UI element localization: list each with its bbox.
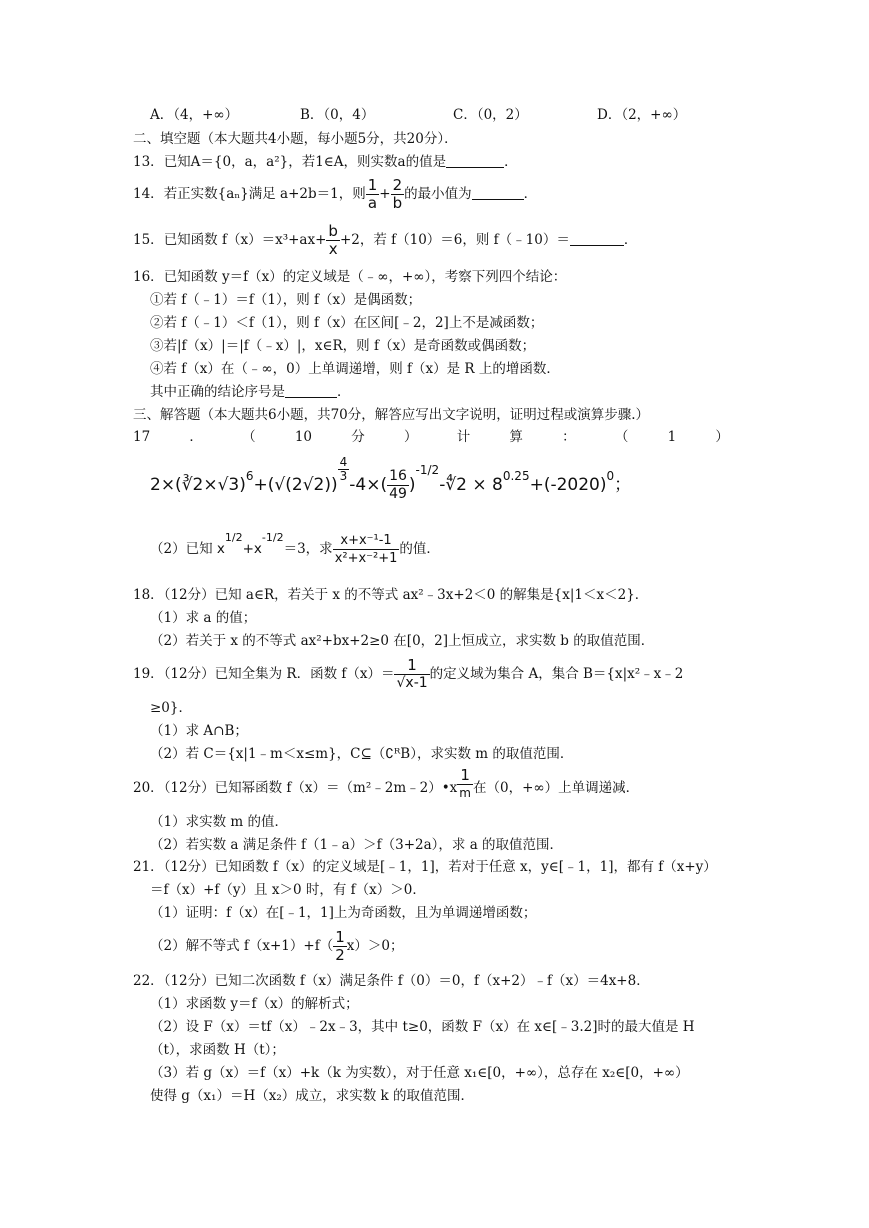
q15-answer-blank <box>570 245 624 246</box>
q19-fraction <box>394 657 429 692</box>
q18-text: （12分）已知 a∈R，若关于 x 的不等式 ax²﹣3x+2＜0 的解集是{x|1＜x＜2}． <box>163 587 649 603</box>
q20-post: 在（0，+∞）上单调递减． <box>473 780 640 796</box>
q17-e-a: 2×( <box>150 475 182 495</box>
q14-answer-blank <box>472 199 524 200</box>
q22-part-3b: 使得 g（x₁）＝H（x₂）成立，求实数 k 的取值范围． <box>150 1088 475 1104</box>
q14-post: 的最小值为 <box>404 186 472 202</box>
q16-answer-blank <box>285 397 337 398</box>
q16-item-2: ②若 f（﹣1）＜f（1），则 f（x）在区间[﹣2，2]上不是减函数； <box>150 315 544 331</box>
q17-e-h: +(-2020) <box>529 475 607 495</box>
q17-points: 10 <box>294 429 313 445</box>
q14-plus: + <box>379 186 391 202</box>
q17-fen: 分 <box>351 429 365 445</box>
q17-ji: 计 <box>456 429 471 445</box>
q13-text: 已知A＝{0，a，a²}，若1∈A，则实数a的值是 <box>163 154 447 170</box>
q17-p2-f-num: x+x⁻¹-1 <box>333 532 400 550</box>
q13-answer-blank <box>446 167 504 168</box>
q16-item-4: ④若 f（x）在（﹣∞，0）上单调递增，则 f（x）是 R 上的增函数． <box>150 361 560 377</box>
option-a: A．（4，+∞） <box>150 107 239 123</box>
q16-intro-text: 已知函数 y＝f（x）的定义域是（﹣∞，+∞），考察下列四个结论： <box>163 269 567 285</box>
q17-part-1: 1 <box>667 429 677 445</box>
q17-e-d: +(√(2√2)) <box>253 475 338 495</box>
q21-part-1: （1）证明：f（x）在[﹣1，1]上为奇函数，且为单调递增函数； <box>150 905 537 921</box>
q15: 15．已知函数 f（x）＝x³+ax+ $\frac{b}{x}$ +2，若 f（10）＝6，则 f（﹣10）＝ ． <box>133 222 638 258</box>
q14: 14．若正实数{aₙ}满足 a+2b＝1，则 $\frac{1}{a}$ + $\frac{2}{b}$ 的最小值为 ． <box>133 176 538 212</box>
q20-f-num: 1 <box>457 767 473 785</box>
q18-part-2: （2）若关于 x 的不等式 ax²+bx+2≥0 在[0，2]上恒成立，求实数 b 的取值范围． <box>150 633 655 649</box>
q17-exp43-num: 4 <box>339 454 348 469</box>
q16-number: 16． <box>133 269 164 285</box>
section-fill-in-heading: 二、填空题（本大题共4小题，每小题5分，共20分）． <box>133 131 458 147</box>
q19-part-1: （1）求 A∩B； <box>150 723 248 739</box>
q17-paren-open: （ <box>242 429 256 445</box>
q17-p2-exp-half: 1/2 <box>224 531 243 544</box>
q17-part-close: ） <box>715 429 729 445</box>
q19-number: 19． <box>133 666 164 682</box>
q21 <box>133 858 717 876</box>
q17-paren-close: ） <box>403 429 418 445</box>
q17-p2-x: x <box>216 541 225 557</box>
q17-exp43-den: 3 <box>339 468 348 483</box>
q17-e-i: ； <box>614 475 632 495</box>
q17-e-f: ) <box>408 475 416 495</box>
q17-colon: ： <box>562 429 576 445</box>
q17-exp-6: 6 <box>245 469 254 483</box>
q21-p2-f-num: 1 <box>335 928 345 946</box>
q21-line-1: （12分）已知函数 f（x）的定义域是[﹣1，1]，若对于任意 x，y∈[﹣1，1]，都有 f（x+y） <box>163 859 717 875</box>
q17-p2-plus-x: +x <box>242 541 262 557</box>
q17-exp-0: 0 <box>606 469 615 483</box>
q22-text: （12分）已知二次函数 f（x）满足条件 f（0）＝0，f（x+2）﹣f（x）＝4x+8． <box>163 973 650 989</box>
q19-f-den: √x-1 <box>396 675 428 691</box>
q19-post: 的定义域为集合 A，集合 B＝{x|x²﹣x﹣2 <box>429 666 684 682</box>
q22-number: 22． <box>133 973 164 989</box>
q17-e-g: -∜2 × 8 <box>439 475 503 495</box>
q14-fraction-1 <box>366 177 380 212</box>
q21-number: 21． <box>133 859 164 875</box>
q17-expression-1 <box>150 455 631 516</box>
q17-exp-m12: -1/2 <box>415 463 440 477</box>
q20-pre: （12分）已知幂函数 f（x）＝（m²﹣2m﹣2）•x <box>163 780 458 796</box>
q20-part-2: （2）若实数 a 满足条件 f（1﹣a）＞f（3+2a），求 a 的取值范围． <box>150 837 564 853</box>
q17-f-num: 16 <box>389 467 407 484</box>
q16-item-1: ①若 f（﹣1）＝f（1），则 f（x）是偶函数； <box>150 292 422 308</box>
q13: 13．已知A＝{0，a，a²}，若1∈A，则实数a的值是 ． <box>133 154 518 170</box>
q18-part-1: （1）求 a 的值； <box>150 610 257 626</box>
q16-intro <box>133 268 566 286</box>
q15-fraction <box>326 223 340 258</box>
q14-f2-num: 2 <box>392 176 403 194</box>
q17-header <box>133 428 729 446</box>
q15-f-den: x <box>328 240 338 258</box>
q20-number: 20． <box>133 780 164 796</box>
q15-number: 15． <box>133 232 164 248</box>
q16-item-3: ③若|f（x）|＝|f（﹣x）|，x∈R，则 f（x）是奇函数或偶函数； <box>150 338 536 354</box>
q19-part-2: （2）若 C＝{x|1﹣m＜x≤m}，C⊆（∁ᴿB），求实数 m 的取值范围． <box>150 746 574 762</box>
q18-number: 18． <box>133 587 164 603</box>
q18 <box>133 586 648 604</box>
q19-f-num: 1 <box>394 657 429 675</box>
q17-suan: 算 <box>509 429 523 445</box>
q17-part-open: （ <box>614 429 629 445</box>
q14-f1-den: a <box>367 194 378 212</box>
q22-part-2b: （t），求函数 H（t）； <box>150 1042 285 1058</box>
q22-part-3a: （3）若 g（x）＝f（x）+k（k 为实数），对于任意 x₁∈[0，+∞），总存在 x₂∈[0，+∞） <box>150 1065 689 1081</box>
q21-part-2 <box>150 928 403 964</box>
q17-part-2 <box>150 528 440 571</box>
q22-part-1: （1）求函数 y＝f（x）的解析式； <box>150 996 359 1012</box>
q17-e-c: ×√3) <box>203 475 246 495</box>
q21-p2-pre: （2）解不等式 f（x+1）+f（ <box>150 938 334 954</box>
q21-line-2: ＝f（x）+f（y）且 x＞0 时，有 f（x）＞0． <box>150 882 426 898</box>
q19-cont: ≥0}． <box>150 700 192 716</box>
q16-ask: 其中正确的结论序号是 ． <box>150 384 351 400</box>
q17-exp-025: 0.25 <box>502 469 530 483</box>
q19-pre: （12分）已知全集为 R．函数 f（x）＝ <box>163 666 395 682</box>
option-c: C．（0，2） <box>453 107 528 123</box>
q20-f-den: m <box>459 786 471 800</box>
q17-p2-post: 的值． <box>399 541 440 557</box>
q22 <box>133 972 650 990</box>
q21-p2-post: x）＞0； <box>346 938 404 954</box>
section-solve-heading: 三、解答题（本大题共6小题，共70分，解答应写出文字说明，证明过程或演算步骤.） <box>133 407 650 423</box>
q17-p2-fraction <box>333 532 400 567</box>
q17-frac-16-49 <box>387 468 409 503</box>
q20-exp-fraction <box>457 767 473 802</box>
option-d: D．（2，+∞） <box>597 107 687 123</box>
q17-f-den: 49 <box>389 485 407 502</box>
q17-p2-eq: ＝3，求 <box>283 541 333 557</box>
q14-number: 14． <box>133 186 164 202</box>
q17-exp-4-3 <box>338 456 350 483</box>
q13-number: 13． <box>133 154 164 170</box>
q17-dot: ． <box>189 429 203 445</box>
q14-f1-num: 1 <box>367 176 378 194</box>
q21-p2-fraction <box>333 929 347 964</box>
q21-p2-f-den: 2 <box>335 946 345 964</box>
q17-p2-exp-mhalf: -1/2 <box>261 531 284 544</box>
q17-e-b: ∛2 <box>181 475 204 495</box>
q15-f-num: b <box>328 222 338 240</box>
option-b: B．（0，4） <box>300 107 375 123</box>
q17-p2-f-den: x²+x⁻²+1 <box>334 551 398 566</box>
q17-e-e: -4×( <box>349 475 388 495</box>
q14-fraction-2 <box>391 177 405 212</box>
q14-pre: 若正实数{aₙ}满足 a+2b＝1，则 <box>163 186 366 202</box>
q22-part-2a: （2）设 F（x）＝tf（x）﹣2x﹣3，其中 t≥0，函数 F（x）在 x∈[﹣3.2]时的最大值是 H <box>150 1019 695 1035</box>
q20-part-1: （1）求实数 m 的值． <box>150 814 288 830</box>
q16-ask-text: 其中正确的结论序号是 <box>150 384 285 400</box>
q14-f2-den: b <box>392 194 403 212</box>
q17-number: 17 <box>133 429 151 445</box>
q17-p2-pre: （2）已知 <box>150 541 213 557</box>
q15-post: +2，若 f（10）＝6，则 f（﹣10）＝ <box>339 232 570 248</box>
q15-pre: 已知函数 f（x）＝x³+ax+ <box>163 232 327 248</box>
q19 <box>133 656 683 692</box>
q20 <box>133 766 640 806</box>
